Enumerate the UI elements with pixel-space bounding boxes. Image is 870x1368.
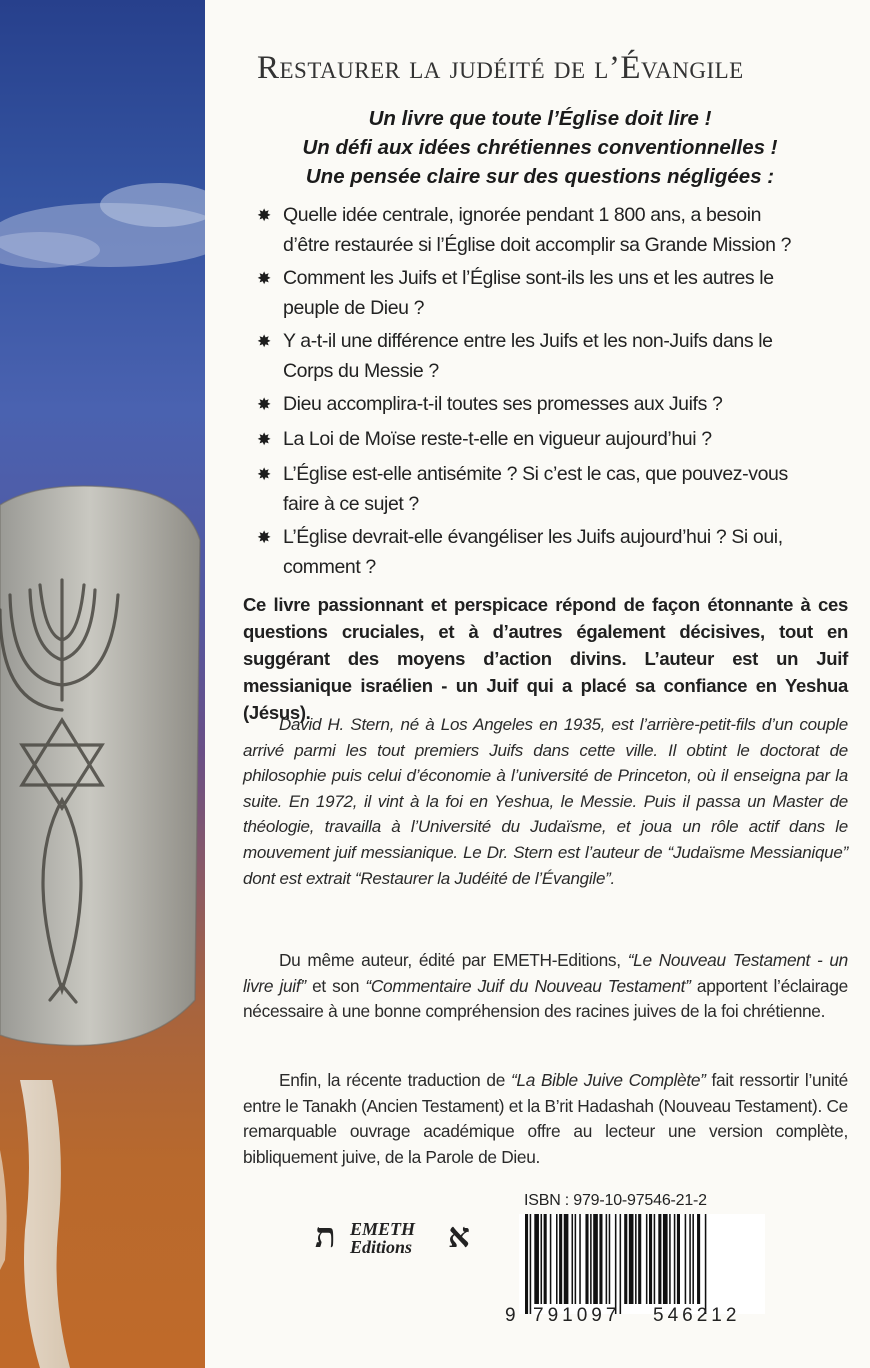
barcode-bar: [609, 1214, 611, 1304]
barcode-bar: [615, 1214, 617, 1314]
publisher-name-line: EMETH: [350, 1219, 416, 1239]
list-item: [257, 326, 803, 386]
barcode-right-group: 546212: [653, 1305, 741, 1326]
barcode-bar: [654, 1214, 656, 1304]
barcode-bar: [658, 1214, 661, 1304]
star-bullet-icon: ✸: [257, 430, 271, 449]
book-reference: “Commentaire Juif du Nouveau Testament”: [365, 975, 691, 996]
barcode-left-group: 791097: [533, 1305, 621, 1326]
barcode: [519, 1214, 765, 1314]
summary-paragraph: Ce livre passionnant et perspicace répond de façon étonnante à ces questions cruciales, et à d’autres également décisives, tout en suggérant des moyens d’action divins. L’auteur est un Juif messianique israélien - un Juif qui a placé sa confiance en Yeshua (Jésus).: [243, 594, 848, 723]
barcode-bar: [635, 1214, 637, 1304]
list-item: [257, 263, 803, 323]
barcode-bar: [593, 1214, 598, 1304]
question-text: Quelle idée centrale, ignorée pendant 1 800 ans, a besoin d’être restaurée si l’Église doit accomplir sa Grande Mission ?: [283, 204, 792, 256]
barcode-bar: [556, 1214, 558, 1304]
barcode-bar: [579, 1214, 581, 1304]
barcode-bar: [572, 1214, 574, 1304]
barcode-bar: [564, 1214, 569, 1304]
barcode-bar: [530, 1214, 532, 1314]
barcode-bar: [575, 1214, 577, 1304]
star-bullet-icon: ✸: [257, 465, 271, 484]
barcode-bar: [559, 1214, 562, 1304]
star-bullet-icon: ✸: [257, 528, 271, 547]
question-text: L’Église est-elle antisémite ? Si c’est le cas, que pouvez-vous faire à ce sujet ?: [283, 463, 788, 515]
list-item: [257, 424, 803, 454]
barcode-bar: [624, 1214, 627, 1304]
barcode-bar: [674, 1214, 676, 1304]
list-item: [257, 459, 803, 519]
barcode-bar: [599, 1214, 602, 1304]
list-item: [257, 522, 803, 582]
book-reference: “Le Nouveau Testament - un livre juif”: [243, 950, 848, 996]
barcode-bar: [646, 1214, 648, 1304]
barcode-bar: [606, 1214, 608, 1304]
barcode-bar: [590, 1214, 592, 1304]
star-bullet-icon: ✸: [257, 332, 271, 351]
taglines: [245, 104, 835, 191]
tagline: Un défi aux idées chrétiennes conventionnelles !: [302, 136, 778, 159]
barcode-bar: [534, 1214, 539, 1304]
barcode-bar: [541, 1214, 543, 1304]
barcode-bar: [629, 1214, 634, 1304]
list-item: [257, 389, 803, 419]
text-run: Du même auteur, édité par EMETH-Editions,: [279, 950, 628, 970]
publisher-logo-glyph: ת: [315, 1218, 336, 1255]
barcode-bar: [649, 1214, 652, 1304]
barcode-bar: [685, 1214, 687, 1304]
barcode-bar: [689, 1214, 691, 1304]
barcode-bars: [519, 1214, 765, 1314]
publisher-name: [350, 1220, 415, 1256]
cover-side-image: [0, 0, 205, 1368]
barcode-bar: [550, 1214, 552, 1304]
bible-paragraph: [243, 1068, 848, 1170]
publisher-logo: [315, 1212, 475, 1270]
tagline: Un livre que toute l’Église doit lire !: [368, 107, 712, 130]
barcode-bar: [544, 1214, 547, 1304]
barcode-bar: [638, 1214, 641, 1304]
isbn-label: ISBN : 979-10-97546-21-2: [524, 1192, 707, 1209]
barcode-bar: [620, 1214, 622, 1314]
barcode-bar: [525, 1214, 528, 1314]
barcode-bar: [677, 1214, 680, 1304]
barcode-bar: [669, 1214, 671, 1304]
barcode-first-digit: 9: [505, 1305, 516, 1326]
barcode-bar: [692, 1214, 694, 1304]
question-text: L’Église devrait-elle évangéliser les Juifs aujourd’hui ? Si oui, comment ?: [283, 526, 783, 578]
question-text: La Loi de Moïse reste-t-elle en vigueur aujourd’hui ?: [283, 428, 712, 450]
star-bullet-icon: ✸: [257, 269, 271, 288]
text-run: et son: [305, 975, 366, 996]
tagline: Une pensée claire sur des questions négligées :: [305, 165, 775, 188]
list-item: [257, 200, 803, 260]
barcode-bar: [663, 1214, 668, 1304]
publisher-logo-glyph: א: [448, 1218, 470, 1255]
text-run: fait ressortir l’unité entre le Tanakh (Ancien Testament) et la B’rit Hadashah (Nouveau Testament). Ce remarquable ouvrage académique offre au lecteur une version complète, bibliquement juive, de la Parole de Dieu.: [243, 1070, 848, 1167]
author-bio: David H. Stern, né à Los Angeles en 1935, est l’arrière-petit-fils d’un couple arrivé parmi les tout premiers Juifs dans cette ville. Il obtint le doctorat de philosophie puis celui d’économie à l’université de Princeton, où il enseigna par la suite. En 1972, il vint à la foi en Yeshua, le Messie. Puis il passa un Master de théologie, travailla à l’Université du Judaïsme, et joua un rôle actif dans le mouvement juif messianique. Le Dr. Stern est l’auteur de “Judaïsme Messianique” dont est extrait “Restaurer la Judéité de l’Évangile”.: [243, 715, 848, 888]
star-bullet-icon: ✸: [257, 395, 271, 414]
question-text: Comment les Juifs et l’Église sont-ils les uns et les autres le peuple de Dieu ?: [283, 267, 774, 319]
question-text: Dieu accomplira-t-il toutes ses promesses aux Juifs ?: [283, 393, 723, 415]
barcode-bar: [705, 1214, 707, 1314]
question-text: Y a-t-il une différence entre les Juifs et les non-Juifs dans le Corps du Messie ?: [283, 330, 773, 382]
text-run: apportent l’éclairage nécessaire à une bonne compréhension des racines juives de la foi chrétienne.: [243, 975, 848, 1022]
same-author-paragraph: [243, 948, 848, 1025]
barcode-bar: [697, 1214, 700, 1304]
book-title: Restaurer la judéité de l’Évangile: [257, 50, 744, 86]
text-run: Enfin, la récente traduction de: [279, 1070, 511, 1090]
barcode-bar: [585, 1214, 588, 1304]
publisher-name-line: Editions: [350, 1237, 413, 1257]
star-bullet-icon: ✸: [257, 206, 271, 225]
back-cover-content: [205, 0, 870, 1368]
stone-artifact-image: [0, 0, 205, 1368]
book-reference: “La Bible Juive Complète”: [510, 1070, 706, 1090]
